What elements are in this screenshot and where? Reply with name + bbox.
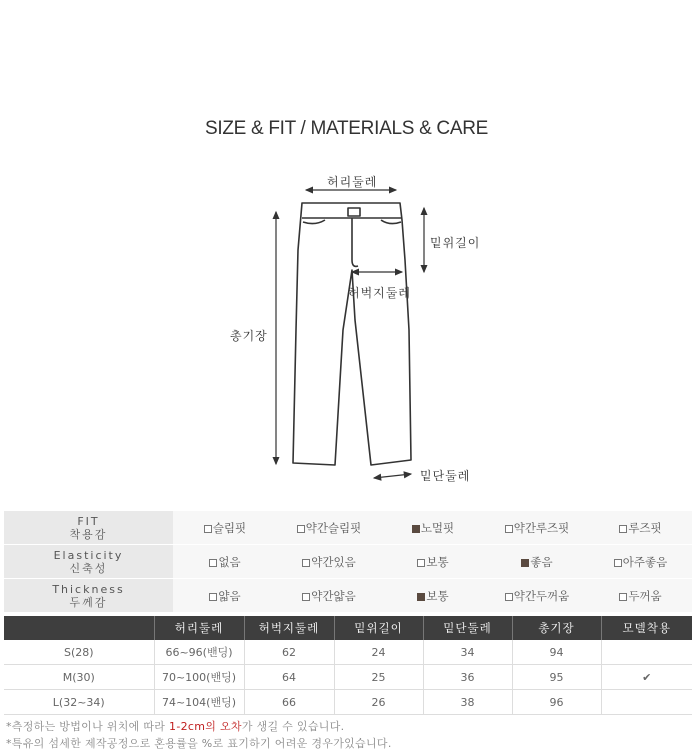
size-header-cell [4, 616, 154, 640]
rise-label: 밑위길이 [430, 236, 481, 250]
fit-option [589, 579, 692, 613]
fit-option-label: 없음 [218, 554, 241, 569]
unchecked-box-icon [204, 525, 212, 533]
unchecked-box-icon [505, 525, 513, 533]
fit-row-title: Elasticity [53, 548, 124, 562]
hem-label: 밑단둘레 [420, 469, 471, 483]
size-cell: 38 [423, 690, 512, 715]
fit-row [4, 511, 692, 545]
unchecked-box-icon [619, 525, 627, 533]
fit-option [485, 579, 589, 613]
size-header-cell: 허벅지둘레 [244, 616, 334, 640]
fit-option-label: 슬림핏 [212, 520, 247, 535]
fit-row-header [4, 545, 173, 579]
model-worn-cell: ✔ [601, 665, 692, 690]
size-cell: 36 [423, 665, 512, 690]
fit-option-label: 두꺼움 [628, 588, 662, 603]
fit-row-subtitle: 신축성 [69, 561, 108, 575]
fit-row-title: FIT [77, 514, 100, 528]
size-header-cell: 모델착용 [601, 616, 692, 640]
size-header-cell: 밑위길이 [334, 616, 423, 640]
fit-row-subtitle: 두께감 [69, 595, 108, 609]
composition-note: *특유의 섬세한 제작공정으로 혼용률을 %로 표기하기 어려운 경우가있습니다. [6, 737, 392, 750]
error-range-highlight: 1-2cm의 오차 [169, 720, 242, 733]
size-row [4, 665, 692, 690]
size-cell: 64 [244, 665, 334, 690]
checked-box-icon [417, 593, 425, 601]
fit-option-label: 약간슬림핏 [305, 520, 362, 535]
unchecked-box-icon [505, 593, 513, 601]
unchecked-box-icon [302, 559, 310, 567]
fit-row-subtitle: 착용감 [69, 527, 108, 541]
fit-option [277, 511, 381, 545]
size-cell: 66 [244, 690, 334, 715]
size-cell: 70~100(밴딩) [154, 665, 244, 690]
fit-option [589, 545, 692, 579]
fit-option [173, 511, 277, 545]
unchecked-box-icon [417, 559, 425, 567]
size-cell: 94 [512, 640, 601, 665]
size-cell: 34 [423, 640, 512, 665]
unchecked-box-icon [209, 593, 217, 601]
size-cell: M(30) [4, 665, 154, 690]
fit-option-label: 루즈핏 [628, 520, 662, 535]
checked-box-icon [521, 559, 529, 567]
fit-table [4, 511, 692, 613]
fit-option-label: 아주좋음 [622, 554, 668, 569]
fit-option-label: 약간루즈핏 [513, 520, 570, 535]
size-cell: S(28) [4, 640, 154, 665]
size-cell: L(32~34) [4, 690, 154, 715]
size-row [4, 690, 692, 715]
fit-option-label: 좋음 [530, 554, 553, 569]
checked-box-icon [412, 525, 420, 533]
unchecked-box-icon [614, 559, 622, 567]
fit-option-label: 보통 [426, 554, 449, 569]
fit-option [381, 545, 485, 579]
size-table [4, 616, 692, 715]
size-header-cell: 허리둘레 [154, 616, 244, 640]
size-row [4, 640, 692, 665]
unchecked-box-icon [302, 593, 310, 601]
size-header-cell: 밑단둘레 [423, 616, 512, 640]
fit-row [4, 545, 692, 579]
model-worn-cell [601, 690, 692, 715]
fit-option-label: 약간있음 [311, 554, 356, 569]
length-label: 총기장 [230, 329, 268, 343]
size-cell: 26 [334, 690, 423, 715]
fit-option-label: 약간얇음 [311, 588, 356, 603]
waist-label: 허리둘레 [327, 175, 378, 189]
fit-option [589, 511, 692, 545]
unchecked-box-icon [297, 525, 305, 533]
fit-option-label: 노멀핏 [420, 520, 455, 535]
size-cell: 25 [334, 665, 423, 690]
size-cell: 95 [512, 665, 601, 690]
fit-row [4, 579, 692, 613]
fit-option [277, 579, 381, 613]
unchecked-box-icon [209, 559, 217, 567]
thigh-label: 허벅지둘레 [348, 286, 411, 300]
fit-option-label: 얇음 [218, 588, 241, 603]
size-header-cell: 총기장 [512, 616, 601, 640]
unchecked-box-icon [619, 593, 627, 601]
size-cell: 24 [334, 640, 423, 665]
fit-option [485, 545, 589, 579]
fit-option [485, 511, 589, 545]
fit-option [381, 579, 485, 613]
measurement-note: *측정하는 방법이나 위치에 따라 1-2cm의 오차가 생길 수 있습니다. [6, 720, 345, 733]
size-cell: 74~104(밴딩) [154, 690, 244, 715]
pants-diagram [0, 160, 693, 490]
fit-option [173, 545, 277, 579]
page-title: SIZE & FIT / MATERIALS & CARE [204, 118, 489, 139]
model-worn-cell [601, 640, 692, 665]
fit-row-title: Thickness [52, 582, 125, 596]
fit-option [277, 545, 381, 579]
fit-option [381, 511, 485, 545]
fit-row-header [4, 579, 173, 613]
fit-option [173, 579, 277, 613]
size-cell: 62 [244, 640, 334, 665]
fit-option-label: 보통 [426, 588, 449, 603]
fit-option-label: 약간두꺼움 [513, 588, 570, 603]
size-cell: 96 [512, 690, 601, 715]
fit-row-header [4, 511, 173, 545]
size-cell: 66~96(밴딩) [154, 640, 244, 665]
